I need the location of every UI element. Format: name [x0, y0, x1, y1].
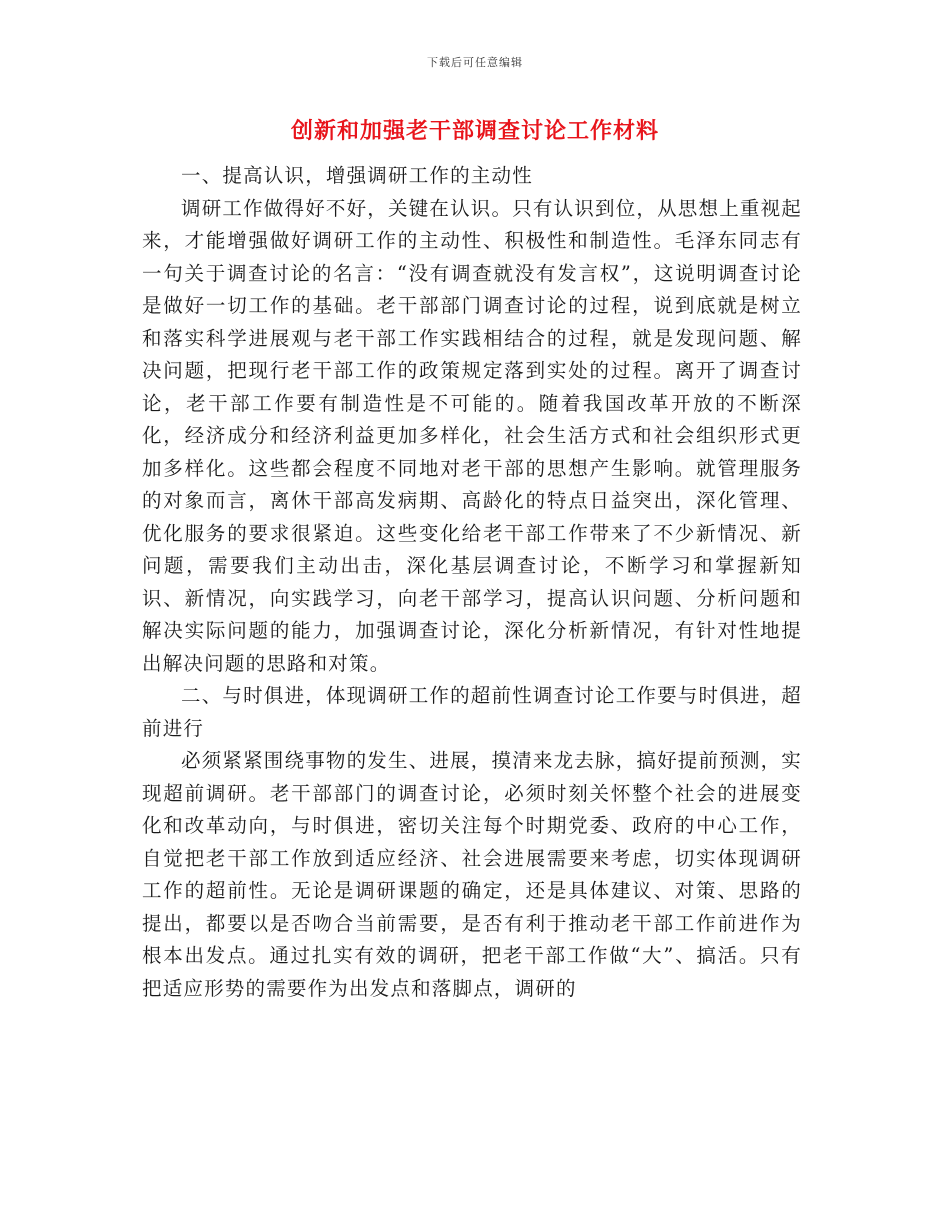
body-paragraph-2: 必须紧紧围绕事物的发生、进展，摸清来龙去脉，搞好提前预测，实现超前调研。老干部部门的调查讨论，必须时刻关怀整个社会的进展变化和改革动向，与时俱进，密切关注每个时期党委、政府的中心工作，自觉把老干部工作放到适应经济、社会进展需要来考虑，切实体现调研工作的超前性。无论是调研课题的确定，还是具体建议、对策、思路的提出，都要以是否吻合当前需要，是否有利于推动老干部工作前进作为根本出发点。通过扎实有效的调研，把老干部工作做“大”、搞活。只有把适应形势的需要作为出发点和落脚点，调研的: [142, 749, 803, 1000]
document-body: [142, 160, 802, 1005]
page-header-note: 下载后可任意编辑: [427, 56, 523, 69]
section-heading-1: 一、提高认识，增强调研工作的主动性: [181, 164, 533, 187]
document-title: 创新和加强老干部调查讨论工作材料: [290, 118, 659, 144]
body-paragraph-1: 调研工作做得好不好，关键在认识。只有认识到位，从思想上重视起来，才能增强做好调研工作的主动性、积极性和制造性。毛泽东同志有一句关于调查讨论的名言：“没有调查就没有发言权”，这说明调查讨论是做好一切工作的基础。老干部部门调查讨论的过程，说到底就是树立和落实科学进展观与老干部工作实践相结合的过程，就是发现问题、解决问题，把现行老干部工作的政策规定落到实处的过程。离开了调查讨论，老干部工作要有制造性是不可能的。随着我国改革开放的不断深化，经济成分和经济利益更加多样化，社会生活方式和社会组织形式更加多样化。这些都会程度不同地对老干部的思想产生影响。就管理服务的对象而言，离休干部高发病期、高龄化的特点日益突出，深化管理、优化服务的要求很紧迫。这些变化给老干部工作带来了不少新情况、新问题，需要我们主动出击，深化基层调查讨论，不断学习和掌握新知识、新情况，向实践学习，向老干部学习，提高认识问题、分析问题和解决实际问题的能力，加强调查讨论，深化分析新情况，有针对性地提出解决问题的思路和对策。: [142, 196, 803, 675]
section-heading-2: 二、与时俱进，体现调研工作的超前性调查讨论工作要与时俱进，超前进行: [142, 684, 803, 740]
